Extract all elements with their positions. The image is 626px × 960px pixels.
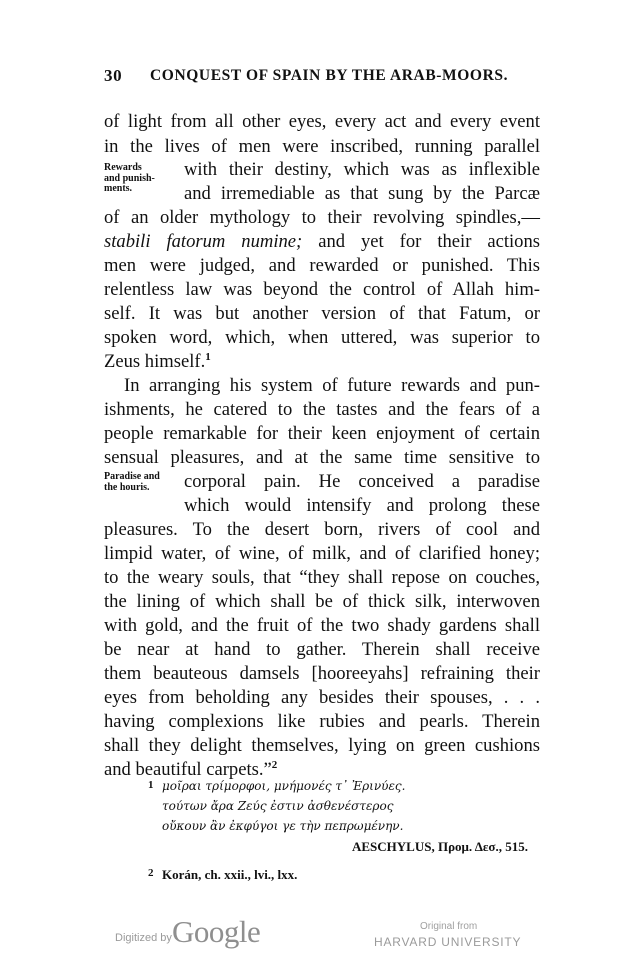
footnote-1-greek-line: οὔκουν ἂν ἐκφύγοι γε τὴν πεπρωμένην. [162, 819, 404, 833]
footnote-1-marker: 1 [148, 779, 154, 791]
text-line: in the lives of men were inscribed, running parallel [104, 136, 540, 157]
text-line: to the weary souls, that “they shall repose on couches, [104, 567, 540, 588]
footnote-1-greek-line: τούτων ἄρα Ζεύς ἐστιν ἀσθενέστερος [162, 799, 394, 813]
text-line: corporal pain. He conceived a paradise [184, 471, 540, 492]
page-number: 30 [104, 66, 123, 85]
text-line: be near at hand to gather. Therein shall receive [104, 639, 540, 660]
text-line: of an older mythology to their revolving spindles,— [104, 207, 540, 228]
text-line: spoken word, which, when uttered, was superior to [104, 327, 540, 348]
text-line: self. It was but another version of that Fatum, or [104, 303, 540, 324]
footnote-2-marker: 2 [148, 867, 154, 879]
text-line: men were judged, and rewarded or punished. This [104, 255, 540, 276]
footnote-1-attribution: AESCHYLUS, Προμ. Δεσ., 515. [352, 839, 528, 854]
text-line: ishments, he catered to the tastes and the fears of a [104, 399, 540, 420]
sidenote-rewards: Rewards and punish- ments. [104, 162, 155, 194]
text-line: sensual pleasures, and at the same time sensitive to [104, 447, 540, 468]
text-line: them beauteous damsels [hooreeyahs] refraining their [104, 663, 540, 684]
running-title: CONQUEST OF SPAIN BY THE ARAB-MOORS. [150, 67, 509, 84]
running-head [104, 66, 540, 88]
text-line: with their destiny, which was as inflexible [184, 159, 540, 180]
text-line: of light from all other eyes, every act and every event [104, 111, 540, 132]
text-line [104, 230, 540, 254]
text-line: with gold, and the fruit of the two shady gardens shall [104, 615, 540, 636]
text-span: Zeus himself. [104, 351, 206, 372]
text-line: which would intensify and prolong these [184, 495, 540, 516]
footnote-ref-2[interactable]: 2 [271, 758, 278, 771]
text-line: eyes from beholding any besides their spouses, . . . [104, 687, 540, 708]
latin-phrase: stabili fatorum numine; [104, 231, 303, 252]
footnote-1-greek-line: μοῖραι τρίμορφοι, μνήμονές τ᾽ Ἐρινύες. [162, 779, 406, 793]
footnote-ref-1[interactable]: 1 [205, 350, 211, 363]
text-line: pleasures. To the desert born, rivers of cool and [104, 519, 540, 540]
text-line: and irremediable as that sung by the Parcæ [184, 183, 540, 204]
digitized-by-label: Digitized by [115, 932, 172, 944]
text-line [104, 350, 540, 374]
text-line: relentless law was beyond the control of Allah him- [104, 279, 540, 300]
text-line: people remarkable for their keen enjoyment of certain [104, 423, 540, 444]
text-line: limpid water, of wine, of milk, and of clarified honey; [104, 543, 540, 564]
google-logo: Google [172, 914, 261, 949]
sidenote-paradise: Paradise and the houris. [104, 471, 160, 493]
footnote-2-text: Korán, ch. xxii., lvi., lxx. [162, 867, 298, 882]
text-span: and yet for their actions [318, 231, 541, 252]
text-line: having complexions like rubies and pearls. Therein [104, 711, 540, 732]
text-line: shall they delight themselves, lying on green cushions [104, 735, 540, 756]
text-span: and beautiful carpets.” [104, 759, 272, 780]
original-from-label: Original from [420, 921, 478, 932]
text-line: the lining of which shall be of thick silk, interwoven [104, 591, 540, 612]
text-line: In arranging his system of future rewards and pun- [124, 375, 540, 396]
institution-label: HARVARD UNIVERSITY [374, 935, 522, 949]
